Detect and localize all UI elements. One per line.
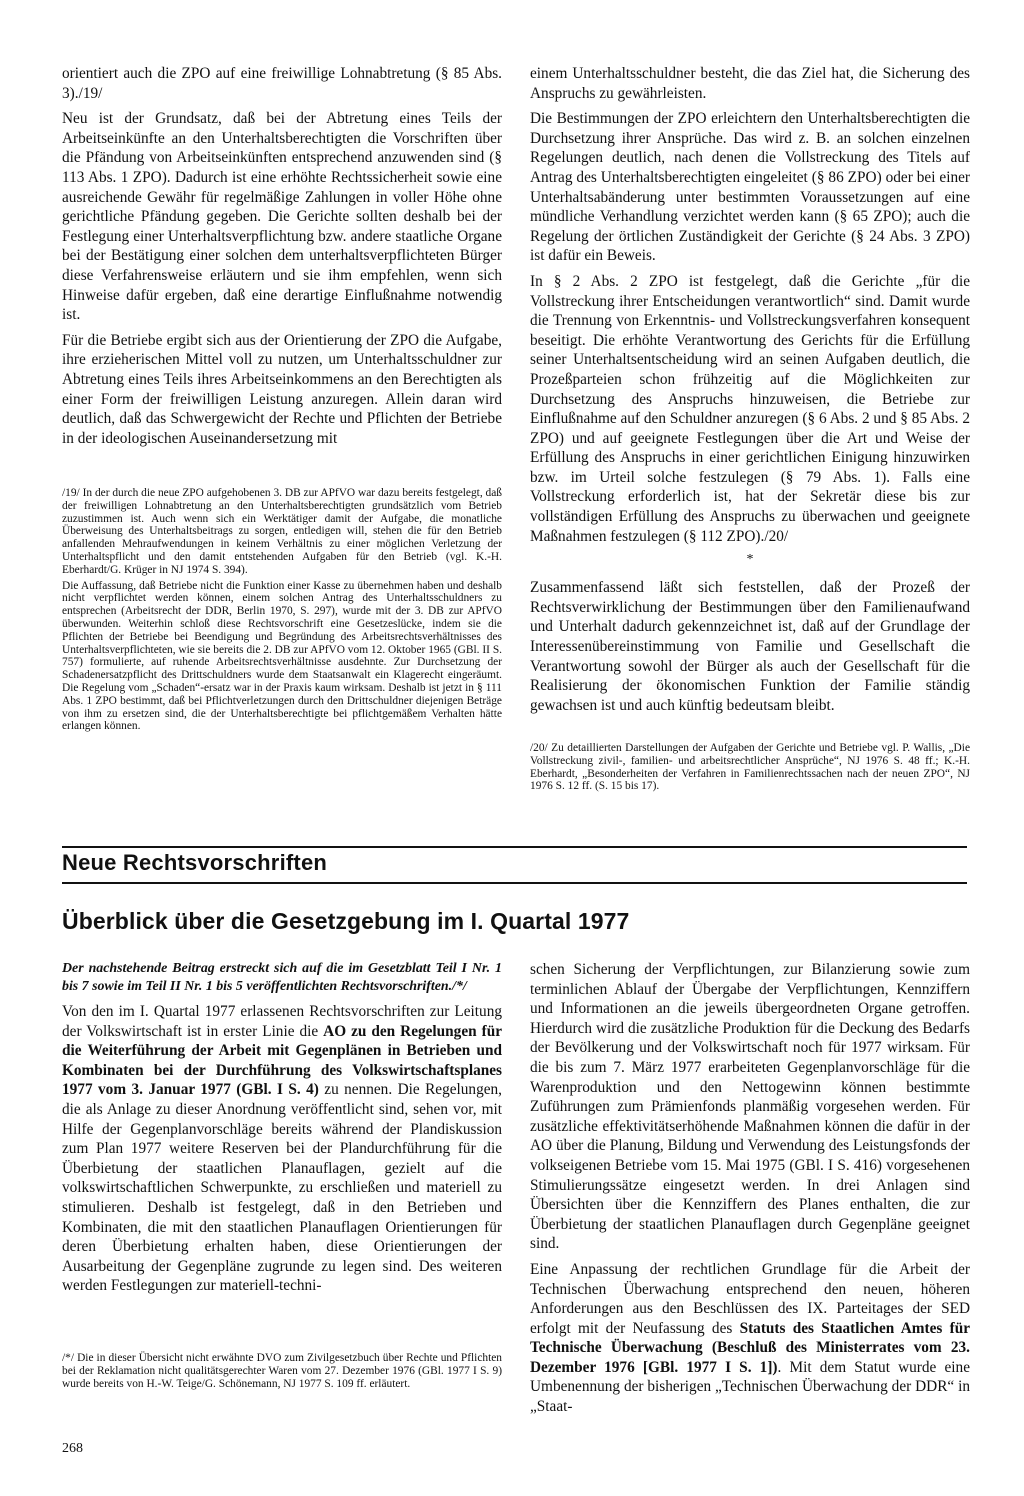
paragraph: Für die Betriebe ergibt sich aus der Orientierung der ZPO die Aufgabe, ihre erzieherischen Mittel voll zu nutzen, um Unterhaltsschuldner zur Abtretung eines Teils ihres Arbeitseinkommens an den Berechtigten als einer Form der freiwilligen Leistung anzuregen. Allein daran wird deutlich, daß das Schwergewicht der Rechte und Pflichten der Betriebe in der ideologischen Auseinandersetzung mit: [62, 331, 502, 447]
article-intro: Der nachstehende Beitrag erstreckt sich auf die im Gesetzblatt Teil I Nr. 1 bis 7 sowie im Teil II Nr. 1 bis 5 veröffentlichten Rechtsvorschriften./*/: [62, 961, 502, 994]
page-number: 268: [62, 1441, 83, 1456]
article-title: Überblick über die Gesetzgebung im I. Quartal 1977: [62, 908, 630, 934]
section-title: Neue Rechtsvorschriften: [62, 850, 328, 875]
text-run: Von den im I. Quartal 1977 erlassenen Rechtsvorschriften zur Leitung der Volkswirtschaft ist in erster Linie die: [62, 1003, 502, 1040]
bottom-right-column: [530, 960, 970, 1423]
section-rule-top: [62, 846, 967, 848]
paragraph: Neu ist der Grundsatz, daß bei der Abtretung eines Teils der Arbeitseinkünfte an den Unterhaltsberechtigten die Vorschriften über die Pfändung von Arbeitseinkünften entsprechend anzuwenden sind (§ 113 Abs. 1 ZPO). Dadurch ist eine erhöhte Rechtssicherheit sowie eine ausreichende Gewähr für regelmäßige Zahlungen in voller Höhe ohne gerichtliche Pfändung gegeben. Die Gerichte sollten deshalb bei der Festlegung einer Unterhaltsverpflichtung bzw. andere staatliche Organe bei der Bestätigung einer solchen dem unterhaltsverpflichteten Bürger diese Verfahrensweise erläutern und sie ihm empfehlen, wenn sich Hinweise dafür ergeben, daß eine derartige Einflußnahme notwendig ist.: [62, 110, 502, 324]
top-left-footnotes: [62, 487, 502, 736]
paragraph: Die Bestimmungen der ZPO erleichtern den Unterhaltsberechtigten die Durchsetzung ihrer Ansprüche. Das wird z. B. an solchen einzelnen Regelungen deutlich, nach denen die Vollstreckung des Titels auf Antrag des Unterhaltsberechtigten eingeleitet (§ 86 ZPO) oder bei einer Unterhaltsabänderung unter bestimmten Voraussetzungen auf eine mündliche Verhandlung verzichtet werden kann (§ 65 ZPO); auch die Regelung der örtlichen Zuständigkeit der Gerichte (§ 24 Abs. 3 ZPO) ist dafür ein Beweis.: [530, 110, 970, 265]
top-right-footnotes: [530, 742, 970, 796]
footnote-19-continued: Die Auffassung, daß Betriebe nicht die Funktion einer Kasse zu übernehmen haben und deshalb nicht verpflichtet werden können, einem solchen Antrag des Unterhaltsschuldners zu entsprechen (Arbeitsrecht der DDR, Berlin 1970, S. 297), wurde mit der 3. DB zur APfVO überwunden. Weiterhin schloß diese Rechtsvorschrift eine Gesetzeslücke, indem sie die Pflichten der Betriebe bei Beendigung und Begründung des Arbeitsrechtsverhältnisses des Unterhaltsverpflichteten, wie sie bereits die 2. DB zur APfVO vom 12. Oktober 1965 (GBl. II S. 757) formulierte, auf ruhende Arbeitsrechtsverhältnisse ausdehnte. Zur Durchsetzung der Schadenersatzpflicht des Drittschuldners wurde dem Staatsanwalt ein Klagerecht eingeräumt. Die Regelung vom „Schaden“-ersatz war in der Praxis kaum wirksam. Deshalb ist jetzt in § 111 Abs. 1 ZPO bestimmt, daß bei Pflichtverletzungen durch den Drittschuldner diejenigen Beträge von ihm zu ersetzen sind, die der Unterhaltsberechtigte bei pflichtgemäßem Verhalten hätte erlangen können.: [62, 579, 502, 733]
legal-reference: AO zu den Regelungen für die Weiterführung der Arbeit mit Gegenplänen in Betrieben und Kombinaten bei der Durchführung des Volkswirtschaftsplanes 1977 vom 3. Januar 1977 (GBl. I S. 4): [62, 1022, 502, 1099]
section-separator: *: [746, 552, 754, 568]
text-run: Eine Anpassung der rechtlichen Grundlage für die Arbeit der Technischen Überwachung entsprechend den neuen, höheren Anforderungen aus den Beschlüssen des IX. Parteitages der SED erfolgt mit der Neufassung des: [530, 1260, 970, 1337]
paragraph: einem Unterhaltsschuldner besteht, die das Ziel hat, die Sicherung des Anspruchs zu gewährleisten.: [530, 65, 970, 102]
footnote-20: /20/ Zu detaillierten Darstellungen der Aufgaben der Gerichte und Betriebe vgl. P. Wallis, „Die Vollstreckung zivil-, familien- und arbeitsrechtlicher Ansprüche“, NJ 1976 S. 48 ff.; K.-H. Eberhardt, „Besonderheiten der Verfahren in Familienrechtssachen nach der neuen ZPO“, NJ 1976 S. 12 ff. (S. 15 bis 17).: [530, 742, 970, 793]
text-run: zu nennen. Die Regelungen, die als Anlage zu dieser Anordnung veröffentlicht sind, sehen vor, mit Hilfe der Gegenplanvorschläge bereits während der Plandiskussion zum Plan 1977 weitere Reserven bei der Plandurchführung für die Überbietung der staatlichen Planauflagen, gezielt auf die volkswirtschaftlichen Schwerpunkte, zu erschließen und materiell zu stimulieren. Deshalb ist festgelegt, daß in den Betrieben und Kombinaten, die mit den staatlichen Planauflagen Orientierungen für deren Überbietung erhalten haben, diese Orientierungen der Ausarbeitung der Gegenpläne zugrunde zu legen sind. Des weiteren werden Festlegungen zur materiell-techni-: [62, 1081, 502, 1295]
paragraph: Zusammenfassend läßt sich feststellen, daß der Prozeß der Rechtsverwirklichung der Bestimmungen über den Familienaufwand und Unterhalt dadurch gekennzeichnet ist, daß auf der Grundlage der Interessenübereinstimmung von Familie und Gesellschaft die Verantwortung sowohl der Bürger als auch der Gesellschaft für die Realisierung der ökonomischen Funktion der Familie ständig gewachsen ist und auch künftig bedeutsam bleibt.: [530, 579, 970, 714]
legal-reference: Statuts des Staatlichen Amtes für Technische Überwachung (Beschluß des Ministerrates vom 23. Dezember 1976 [GBl. 1977 I S. 1]): [530, 1319, 970, 1376]
paragraph: [62, 1002, 502, 1296]
paragraph: [530, 1260, 970, 1417]
paragraph: In § 2 Abs. 2 ZPO ist festgelegt, daß die Gerichte „für die Vollstreckung ihrer Entscheidungen verantwortlich“ sind. Damit wurde die Trennung von Erkenntnis- und Vollstreckungsverfahren konsequent beseitigt. Die erhöhte Verantwortung des Gerichts für die Erfüllung seiner Unterhaltsentscheidung wird an seinen Aufgaben deutlich, die Prozeßparteien schon frühzeitig auf die Möglichkeiten zur Durchsetzung des Anspruchs hinzuweisen, die Betriebe zur Einflußnahme auf den Schuldner anzuregen (§ 6 Abs. 2 und § 85 Abs. 2 ZPO) und auf geeignete Festlegungen über die Art und Weise der Erfüllung des Anspruchs in einer gerichtlichen Einigung hinzuwirken bzw. im Urteil solche festzulegen (§ 79 Abs. 1). Falls eine Vollstreckung erforderlich ist, hat der Sekretär diese bis zur vollständigen Erfüllung des Anspruchs zu überwachen und geeignete Maßnahmen festzulegen (§ 112 ZPO)./20/: [530, 272, 970, 545]
text-run: . Mit dem Statut wurde eine Umbenennung der bisherigen „Technischen Überwachung der DDR“ in „Staat-: [530, 1358, 970, 1416]
top-left-column: [62, 64, 502, 454]
bottom-left-footnotes: [62, 1352, 502, 1393]
section-rule-bottom: [62, 882, 967, 884]
top-right-column: [530, 64, 970, 721]
footnote-19: /19/ In der durch die neue ZPO aufgehobenen 3. DB zur APfVO war dazu bereits festgelegt, daß der freiwilligen Lohnabtretung an den Unterhaltsberechtigten grundsätzlich vom Betrieb zuzustimmen ist. Auch wenn sich ein Werktätiger damit der Aufgabe, die monatliche Überweisung des Unterhaltsbeitrags zu sorgen, entledigen will, stehen die für den Betrieb anfallenden Mehraufwendungen in keinem Verhältnis zu einer möglichen Verletzung der Unterhaltspflicht und den damit entstehenden Aufgaben für den Betrieb (vgl. K.-H. Eberhardt/G. Krüger in NJ 1974 S. 394).: [62, 487, 502, 576]
bottom-left-column: [62, 960, 502, 1302]
footnote-star: /*/ Die in dieser Übersicht nicht erwähnte DVO zum Zivilgesetzbuch über Rechte und Pflichten bei der Reklamation nicht qualitätsgerechter Waren vom 27. Dezember 1976 (GBl. 1977 I S. 9) wurde bereits von H.-W. Teige/G. Schönemann, NJ 1977 S. 109 ff. erläutert.: [62, 1352, 502, 1390]
paragraph: schen Sicherung der Verpflichtungen, zur Bilanzierung sowie zum terminlichen Ablauf der Übergabe der Verpflichtungen, Kennziffern und Informationen an die jeweils übergeordneten Organe getroffen. Hierdurch wird die zusätzliche Produktion für die Deckung des Bedarfs der Bevölkerung und der Volkswirtschaft noch für 1977 wirksam. Für die bis zum 7. März 1977 erarbeiteten Gegenplanvorschläge für die Warenproduktion und den Nettogewinn können bestimmte Zuführungen zum Prämienfonds planmäßig vorgesehen werden. Für zusätzliche effektivitätserhöhende Maßnahmen können die dafür in der AO über die Planung, Bildung und Verwendung des Leistungsfonds der volkseigenen Betriebe vom 15. Mai 1975 (GBl. I S. 416) vorgesehenen Stimulierungssätze eingesetzt werden. In drei Anlagen sind Übersichten über die Kennziffern des Planes enthalten, die zur Überbietung der staatlichen Planauflagen durch Gegenpläne geeignet sind.: [530, 961, 970, 1253]
paragraph: orientiert auch die ZPO auf eine freiwillige Lohnabtretung (§ 85 Abs. 3)./19/: [62, 65, 502, 102]
